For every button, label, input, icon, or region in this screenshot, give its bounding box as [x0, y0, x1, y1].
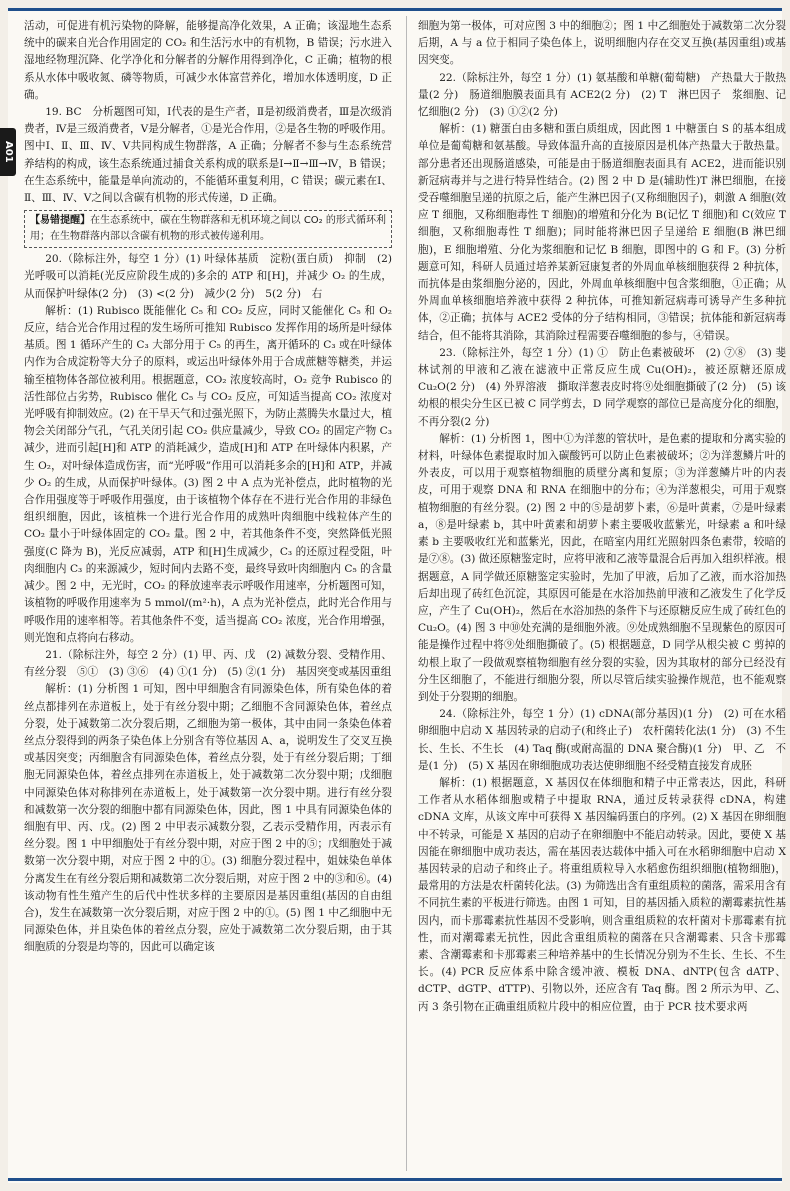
- answer-22: 22.（除标注外，每空 1 分）(1) 氨基酸和单糖(葡萄糖) 产热量大于散热量(2 分) 肠道细胞膜表面具有 ACE2(2 分) (2) T 淋巴因子 浆细胞、记忆细胞(2 分) (3) ①②(2 分): [418, 71, 786, 119]
- left-column: [24, 18, 392, 957]
- left-paragraph-continued: 活动，可促进有机污染物的降解，能够提高净化效果，A 正确；该湿地生态系统中的碳来自光合作用固定的 CO₂ 和生活污水中的有机物，B 错误；污水进入湿地经物理沉降、化学净化和分解者的分解作用得到净化，C 正确；植物的根系从水体中吸收氮、磷等物质，可减少水体富营养化，增加水体透明度，D 正确。: [24, 20, 392, 101]
- answer-24-analysis: 解析：(1) 根据题意，X 基因仅在体细胞和精子中正常表达，因此，科研工作者从水稻体细胞或精子中提取 RNA，通过反转录获得 cDNA，构建 cDNA 文库，从该文库中可获得 X 基因编码蛋白的序列。(2) X 基因在卵细胞中不转录，可能是 X 基因的启动子在卵细胞中不能启动转录。因此，要使 X 基因能在卵细胞中成功表达，需在基因表达载体中插入可在水稻卵细胞中启动 X 基因转录的启动子和终止子。将重组质粒导入水稻愈伤组织细胞(植物细胞)，最常用的方法是农杆菌转化法。(3) 为筛选出含有重组质粒的菌落，需采用含有不同抗生素的平板进行筛选。由图 1 可知，目的基因插入质粒的潮霉素抗性基因内，而卡那霉素抗性基因不受影响，则含重组质粒的农杆菌对卡那霉素有抗性，而对潮霉素无抗性，因此含重组质粒的菌落在只含潮霉素、只含卡那霉素、含潮霉素和卡那霉素三种培养基中的生长情况分别为不生长、生长、不生长。(4) PCR 反应体系中除含缓冲液、模板 DNA、dNTP(包含 dATP、dCTP、dGTP、dTTP)、引物以外，还应含有 Taq 酶。图 2 所示为甲、乙、丙 3 条引物在正确重组质粒片段中的相应位置，由于 PCR 技术要求两: [418, 776, 786, 1013]
- answer-24: 24.（除标注外，每空 1 分）(1) cDNA(部分基因)(1 分) (2) 可在水稻卵细胞中启动 X 基因转录的启动子(和终止子) 农杆菌转化法(1 分) (3) 不生长、生长、不生长 (4) Taq 酶(或耐高温的 DNA 聚合酶)(1 分) 甲、乙 不是(1 分) (5) X 基因在卵细胞成功表达使卵细胞不经受精直接发育成胚: [418, 708, 786, 772]
- page-tab: A01: [0, 128, 16, 176]
- bottom-border: [8, 1178, 782, 1181]
- page: [3, 8, 786, 1183]
- column-divider: [406, 16, 407, 1171]
- answer-23: 23.（除标注外，每空 1 分）(1) ① 防止色素被破坏 (2) ⑦⑧ (3) 斐林试剂的甲液和乙液在滤液中正常反应生成 Cu(OH)₂，被还原糖还原成 Cu₂O(2 分) (4) 外界溶液 撕取洋葱表皮时将⑨处细胞撕破了(2 分) (5) 该幼根的根尖分生区已被 C 同学剪去，D 同学观察的部位已是高度分化的细胞，不再分裂(2 分): [418, 346, 786, 428]
- answer-22-analysis: 解析：(1) 糖蛋白由多糖和蛋白质组成，因此图 1 中糖蛋白 S 的基本组成单位是葡萄糖和氨基酸。导致体温升高的直接原因是机体产热量大于散热量。部分患者还出现肠道感染，可能是由于肠道细胞表面具有 ACE2，进而能识别新冠病毒并与之进行特异性结合。(2) 图 2 中 D 是(辅助性)T 淋巴细胞，在接受吞噬细胞呈递的抗原之后，能产生淋巴因子(又称细胞因子)，刺激 A 细胞(效应 T 细胞，又称细胞毒性 T 细胞)的增殖和分化为 B(记忆 T 细胞)和 C(效应 T 细胞，又称细胞毒性 T 细胞)；同时能将淋巴因子呈递给 E 细胞(B 淋巴细胞)，E 细胞增殖、分化为浆细胞和记忆 B 细胞，即图中的 G 和 F。(3) 分析题意可知，科研人员通过培养某新冠康复者的外周血单核细胞获得 2 种抗体，而抗体是由浆细胞分泌的，因此，外周血单核细胞中包含浆细胞，①正确；从外周血单核细胞培养液中获得 2 种抗体，可推知新冠病毒可诱导产生多种抗体，②正确；抗体与 ACE2 受体的分子结构相同，③错误；抗体能和新冠病毒结合，但不能将其消除，其消除过程需要吞噬细胞的参与，④错误。: [418, 123, 786, 342]
- error-tip-label: 【易错提醒】: [30, 215, 91, 227]
- error-tip-text: 在生态系统中，碳在生物群落和无机环境之间以 CO₂ 的形式循环利用；在生物群落内部以含碳有机物的形式被传递利用。: [30, 215, 386, 243]
- answer-20-analysis: 解析：(1) Rubisco 既能催化 C₅ 和 CO₂ 反应，同时又能催化 C₅ 和 O₂ 反应，结合光合作用过程的发生场所可推知 Rubisco 发挥作用的场所是叶绿体基质。图 1 循环产生的 C₃ 大部分用于 C₅ 的再生，离开循环的 C₃ 或在叶绿体内作为合成淀粉等大分子的原料，或运出叶绿体外用于合成蔗糖等糖类，并运输至植物体各部位被利用。根据题意，CO₂ 浓度较高时，O₂ 竞争 Rubisco 的活性部位占劣势，Rubisco 催化 C₅ 与 CO₂ 反应，可知适当提高 CO₂ 浓度对光呼吸有抑制效应。(2) 在干旱天气和过强光照下，为防止蒸腾失水量过大，植物会关闭部分气孔，气孔关闭引起 CO₂ 供应量减少，导致 CO₂ 的固定产物 C₃ 减少，进而引起[H]和 ATP 的消耗减少，造成[H]和 ATP 在叶绿体内积累，产生 O₂，对叶绿体造成伤害，而“光呼吸”作用可以消耗多余的[H]和 ATP，并减少 O₂ 的生成，从而保护叶绿体。(3) 图 2 中 A 点为光补偿点，此时植物的光合作用强度等于呼吸作用强度，由于该植物个体存在不进行光合作用的非绿色组织细胞，因此，该植株一个进行光合作用的成熟叶肉细胞中线粒体产生的 CO₂ 量小于叶绿体固定的 CO₂ 量。图 2 中，若其他条件不变，突然降低光照强度(C 降为 B)，光反应减弱，ATP 和[H]生成减少，C₃ 的还原过程受阻，叶肉细胞内 C₃ 的来源减少，短时间内去路不变，最终导致叶肉细胞内 C₅ 的含量减少。图 2 中，无光时，CO₂ 的释放速率表示呼吸作用速率，分析题图可知，该植物的呼吸作用速率为 5 mmol/(m²·h)，A 点为光补偿点，此时光合作用与呼吸作用的速率相等。若其他条件不变，适当提高 CO₂ 浓度，光合作用增强，则光饱和点将向右移动。: [24, 304, 392, 644]
- right-paragraph-continued: 细胞为第一极体，可对应图 3 中的细胞②；图 1 中乙细胞处于减数第二次分裂后期，A 与 a 位于相同子染色体上，说明细胞内存在交叉互换(基因重组)或基因突变。: [418, 20, 786, 67]
- answer-20: 20.（除标注外，每空 1 分）(1) 叶绿体基质 淀粉(蛋白质) 抑制 (2) 光呼吸可以消耗(光反应阶段生成的)多余的 ATP 和[H]，并减少 O₂ 的生成，从而保护叶绿体(2 分) (3) <(2 分) 减少(2 分) 5(2 分) 右: [24, 253, 392, 300]
- top-border: [8, 8, 782, 11]
- right-column: [418, 18, 786, 1016]
- answer-23-analysis: 解析：(1) 分析图 1，图中①为洋葱的管状叶，是色素的提取和分离实验的材料，叶绿体色素提取时加入碳酸钙可以防止色素被破坏；②为洋葱鳞片叶的外表皮，可以用于观察植物细胞的质壁分离和复原；③为洋葱鳞片叶的内表皮，可用于观察 DNA 和 RNA 在细胞中的分布；④为洋葱根尖，可用于观察植物细胞的有丝分裂。(2) 图 2 中的⑤是胡萝卜素，⑥是叶黄素，⑦是叶绿素 a，⑧是叶绿素 b，其中叶黄素和胡萝卜素主要吸收蓝紫光，叶绿素 a 和叶绿素 b 主要吸收红光和蓝紫光，因此，在暗室内用红光照射四条色素带，较暗的是⑦⑧。(3) 做还原糖鉴定时，应将甲液和乙液等量混合后再加入组织样液。根据题意，A 同学做还原糖鉴定实验时，先加了甲液，后加了乙液，而水浴加热后却出现了砖红色沉淀，其原因可能是在水浴加热前甲液和乙液发生了化学反应，产生了 Cu(OH)₂，然后在水浴加热的条件下与还原糖反应生成了砖红色的 Cu₂O。(4) 图 3 中⑩处充满的是细胞外液。⑨处成熟细胞不呈现紫色的原因可能是操作过程中将⑨处细胞撕破了。(5) 根据题意，D 同学从根尖被 C 剪掉的幼根上取了一段做观察植物细胞有丝分裂的实验，因为其取材的部分已经没有分生区细胞了，不能进行细胞分裂，所以尽管后续实验操作规范，也不能观察到处于分裂期的细胞。: [418, 432, 786, 703]
- answer-21: 21.（除标注外，每空 2 分）(1) 甲、丙、戊 (2) 减数分裂、受精作用、有丝分裂 ⑤① (3) ③⑥ (4) ①(1 分) (5) ②(1 分) 基因突变或基因重组: [24, 648, 392, 679]
- answer-21-analysis: 解析：(1) 分析图 1 可知，图中甲细胞含有同源染色体，所有染色体的着丝点都排列在赤道板上，处于有丝分裂中期；乙细胞不含同源染色体，着丝点分裂，处于减数第二次分裂后期，乙细胞为第一极体，其中由同一条染色体着丝点分裂得到的两条子染色体上分别含有等位基因 A、a，说明发生了交叉互换或基因突变；丙细胞含有同源染色体，着丝点分裂，处于有丝分裂后期；丁细胞无同源染色体，着丝点排列在赤道板上，处于减数第二次分裂中期；戊细胞中同源染色体对称排列在赤道板上，处于减数第一次分裂中期。进行有丝分裂和减数第一次分裂的细胞中都有同源染色体，因此，图 1 中具有同源染色体的细胞有甲、丙、戊。(2) 图 2 中甲表示减数分裂，乙表示受精作用，丙表示有丝分裂。图 1 中甲细胞处于有丝分裂中期，对应于图 2 中的⑤；戊细胞处于减数第一次分裂中期，对应于图 2 中的①。(3) 细胞分裂过程中，姐妹染色单体分离发生在有丝分裂后期和减数第二次分裂后期，对应于图 2 中的③和⑥。(4) 该动物有性生殖产生的后代中性状多样的主要原因是基因重组(基因的自由组合)，发生在减数第一次分裂后期，对应于图 2 中的①。(5) 图 1 中乙细胞中无同源染色体，并且染色体的着丝点分裂，应处于减数第二次分裂后期，由于其细胞质的分裂是均等的，因此可以确定该: [24, 683, 392, 954]
- answer-19: 19. BC 分析题图可知，Ⅰ代表的是生产者，Ⅱ是初级消费者，Ⅲ是次级消费者，Ⅳ是三级消费者，Ⅴ是分解者，①是光合作用，②是各生物的呼吸作用。图中Ⅰ、Ⅱ、Ⅲ、Ⅳ、Ⅴ共同构成生物群落，A 正确；分解者不参与生态系统营养结构的构成，该生态系统通过捕食关系构成的联系是Ⅰ→Ⅱ→Ⅲ→Ⅳ，B 错误；在生态系统中，能量是单向流动的，不能循环重复利用，C 错误；碳元素在Ⅰ、Ⅱ、Ⅲ、Ⅳ、Ⅴ之间以含碳有机物的形式传递，D 正确。: [24, 106, 392, 205]
- error-tip-box: [24, 210, 392, 248]
